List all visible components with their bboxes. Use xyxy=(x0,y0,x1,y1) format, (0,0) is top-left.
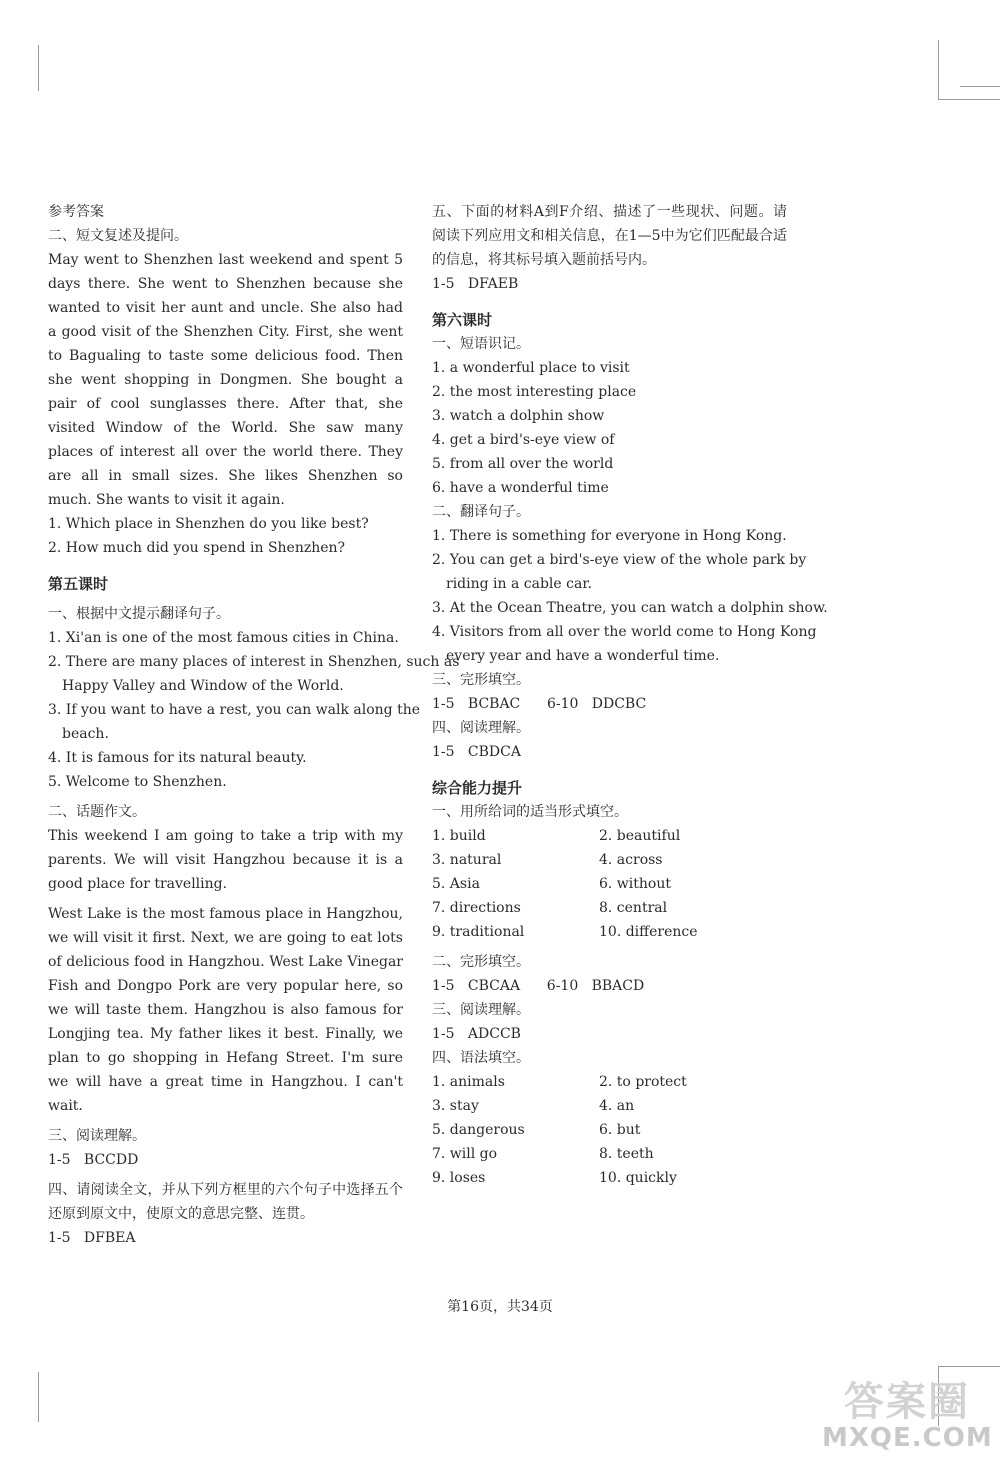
section-heading: 一、根据中文提示翻译句子。 xyxy=(48,606,230,622)
answer-line: beach. xyxy=(62,726,109,742)
answer-line: 1-5 CBCAA 6-10 BBACD xyxy=(432,978,645,994)
answer-line: 3. If you want to have a rest, you can walk along the xyxy=(48,702,421,718)
lesson-title: 综合能力提升 xyxy=(432,779,523,797)
grid-item: 9. loses xyxy=(432,1170,486,1186)
grid-item: 3. natural xyxy=(432,852,502,868)
retell-paragraph: May went to Shenzhen last weekend and spent 5 days there. She went to Shenzhen because she wanted to visit her aunt and uncle. She also had a good visit of the Shenzhen City. First, she went to Bagualing to taste some delicious food. Then she went shopping in Dongmen. She bought a pair of cool sunglasses there. After that, she visited Window of the World. She saw many places of interest all over the world there. They are all in small sizes. She likes Shenzhen so much. She wants to visit it again. xyxy=(48,252,403,508)
page-number: 第16页，共34页 xyxy=(447,1299,553,1315)
grid-item: 9. traditional xyxy=(432,924,525,940)
answer-line: 1-5 BCCDD xyxy=(48,1152,139,1168)
watermark-logo: 答案圈 xyxy=(844,1379,970,1425)
grid-item: 8. teeth xyxy=(599,1146,654,1162)
answer-line: 2. There are many places of interest in Shenzhen, such as xyxy=(48,654,460,670)
answer-line: 6. have a wonderful time xyxy=(432,480,609,496)
crop-mark-bottom-right-horizontal xyxy=(938,1366,1000,1367)
answer-line: 1-5 CBDCA xyxy=(432,744,521,760)
grid-item: 10. difference xyxy=(599,924,698,940)
crop-mark-top-left xyxy=(38,45,39,91)
answer-line: 3. At the Ocean Theatre, you can watch a dolphin show. xyxy=(432,600,828,616)
question-line: 2. How much did you spend in Shenzhen? xyxy=(48,540,346,556)
answer-line: 1. a wonderful place to visit xyxy=(432,360,630,376)
section-heading: 四、阅读理解。 xyxy=(432,720,530,736)
grid-item: 5. Asia xyxy=(432,876,480,892)
section-heading: 二、话题作文。 xyxy=(48,804,146,820)
essay-paragraph: West Lake is the most famous place in Hangzhou, we will visit it first. Next, we are going to eat lots of delicious food in Hangzhou. West Lake Vinegar Fish and Dongpo Pork are very popular here, so we will taste them. Hangzhou is also famous for Longjing tea. My father likes it best. Finally, we plan to go shopping in Hefang Street. I'm sure we will have a great time in Hangzhou. I can't wait. xyxy=(48,906,403,1114)
answer-line: Happy Valley and Window of the World. xyxy=(62,678,344,694)
word-form-grid xyxy=(432,824,787,944)
answer-line: 1. Xi'an is one of the most famous cities in China. xyxy=(48,630,399,646)
grid-item: 2. beautiful xyxy=(599,828,681,844)
section-heading: 四、请阅读全文，并从下列方框里的六个句子中选择五个还原到原文中，使原文的意思完整、连贯。 xyxy=(48,1182,403,1222)
answer-line: 4. Visitors from all over the world come to Hong Kong xyxy=(432,624,817,640)
answer-line: 5. from all over the world xyxy=(432,456,614,472)
grid-item: 6. without xyxy=(599,876,671,892)
answer-line: 3. watch a dolphin show xyxy=(432,408,605,424)
grid-item: 7. will go xyxy=(432,1146,498,1162)
crop-mark-top-right-inner xyxy=(960,86,1000,87)
watermark xyxy=(822,1370,992,1453)
section-heading: 三、阅读理解。 xyxy=(48,1128,146,1144)
answer-line: 1. There is something for everyone in Hong Kong. xyxy=(432,528,787,544)
answer-key-title: 参考答案 xyxy=(48,204,104,220)
answer-line: 2. the most interesting place xyxy=(432,384,637,400)
answer-line: 1-5 DFBEA xyxy=(48,1230,136,1246)
essay-paragraph: This weekend I am going to take a trip with my parents. We will visit Hangzhou because it is a good place for travelling. xyxy=(48,828,403,892)
section-heading: 三、完形填空。 xyxy=(432,672,530,688)
grid-item: 7. directions xyxy=(432,900,521,916)
section-heading: 二、翻译句子。 xyxy=(432,504,530,520)
answer-line: 5. Welcome to Shenzhen. xyxy=(48,774,227,790)
grid-item: 1. animals xyxy=(432,1074,505,1090)
grid-item: 5. dangerous xyxy=(432,1122,525,1138)
answer-line: 4. It is famous for its natural beauty. xyxy=(48,750,307,766)
grid-item: 6. but xyxy=(599,1122,641,1138)
lesson-title: 第六课时 xyxy=(432,311,493,329)
crop-mark-top-right-horizontal xyxy=(938,99,1000,100)
answer-line: 1-5 BCBAC 6-10 DDCBC xyxy=(432,696,647,712)
answer-line: 4. get a bird's-eye view of xyxy=(432,432,615,448)
answer-line: 2. You can get a bird's-eye view of the whole park by xyxy=(432,552,807,568)
crop-mark-top-right-vertical xyxy=(938,40,939,100)
grid-item: 3. stay xyxy=(432,1098,479,1114)
section-heading: 二、完形填空。 xyxy=(432,954,530,970)
grid-item: 1. build xyxy=(432,828,486,844)
section-heading: 五、下面的材料A到F介绍、描述了一些现状、问题。请阅读下列应用文和相关信息，在1—5中为它们匹配最合适的信息，将其标号填入题前括号内。 xyxy=(432,204,787,268)
section-heading: 三、阅读理解。 xyxy=(432,1002,530,1018)
question-line: 1. Which place in Shenzhen do you like best? xyxy=(48,516,369,532)
section-heading: 二、短文复述及提问。 xyxy=(48,228,188,244)
answer-line: riding in a cable car. xyxy=(446,576,592,592)
watermark-url: MXQE.COM xyxy=(822,1423,993,1453)
grid-item: 2. to protect xyxy=(599,1074,687,1090)
section-heading: 一、用所给词的适当形式填空。 xyxy=(432,804,628,820)
grid-item: 4. across xyxy=(599,852,663,868)
answer-line: 1-5 DFAEB xyxy=(432,276,519,292)
section-heading: 四、语法填空。 xyxy=(432,1050,530,1066)
answer-line: every year and have a wonderful time. xyxy=(446,648,720,664)
answer-line: 1-5 ADCCB xyxy=(432,1026,521,1042)
crop-mark-bottom-left xyxy=(38,1372,39,1422)
right-column xyxy=(432,200,828,1190)
grammar-fill-grid xyxy=(432,1070,787,1190)
grid-item: 4. an xyxy=(599,1098,635,1114)
grid-item: 10. quickly xyxy=(599,1170,677,1186)
section-heading: 一、短语识记。 xyxy=(432,336,530,352)
grid-item: 8. central xyxy=(599,900,668,916)
lesson-title: 第五课时 xyxy=(48,575,109,593)
